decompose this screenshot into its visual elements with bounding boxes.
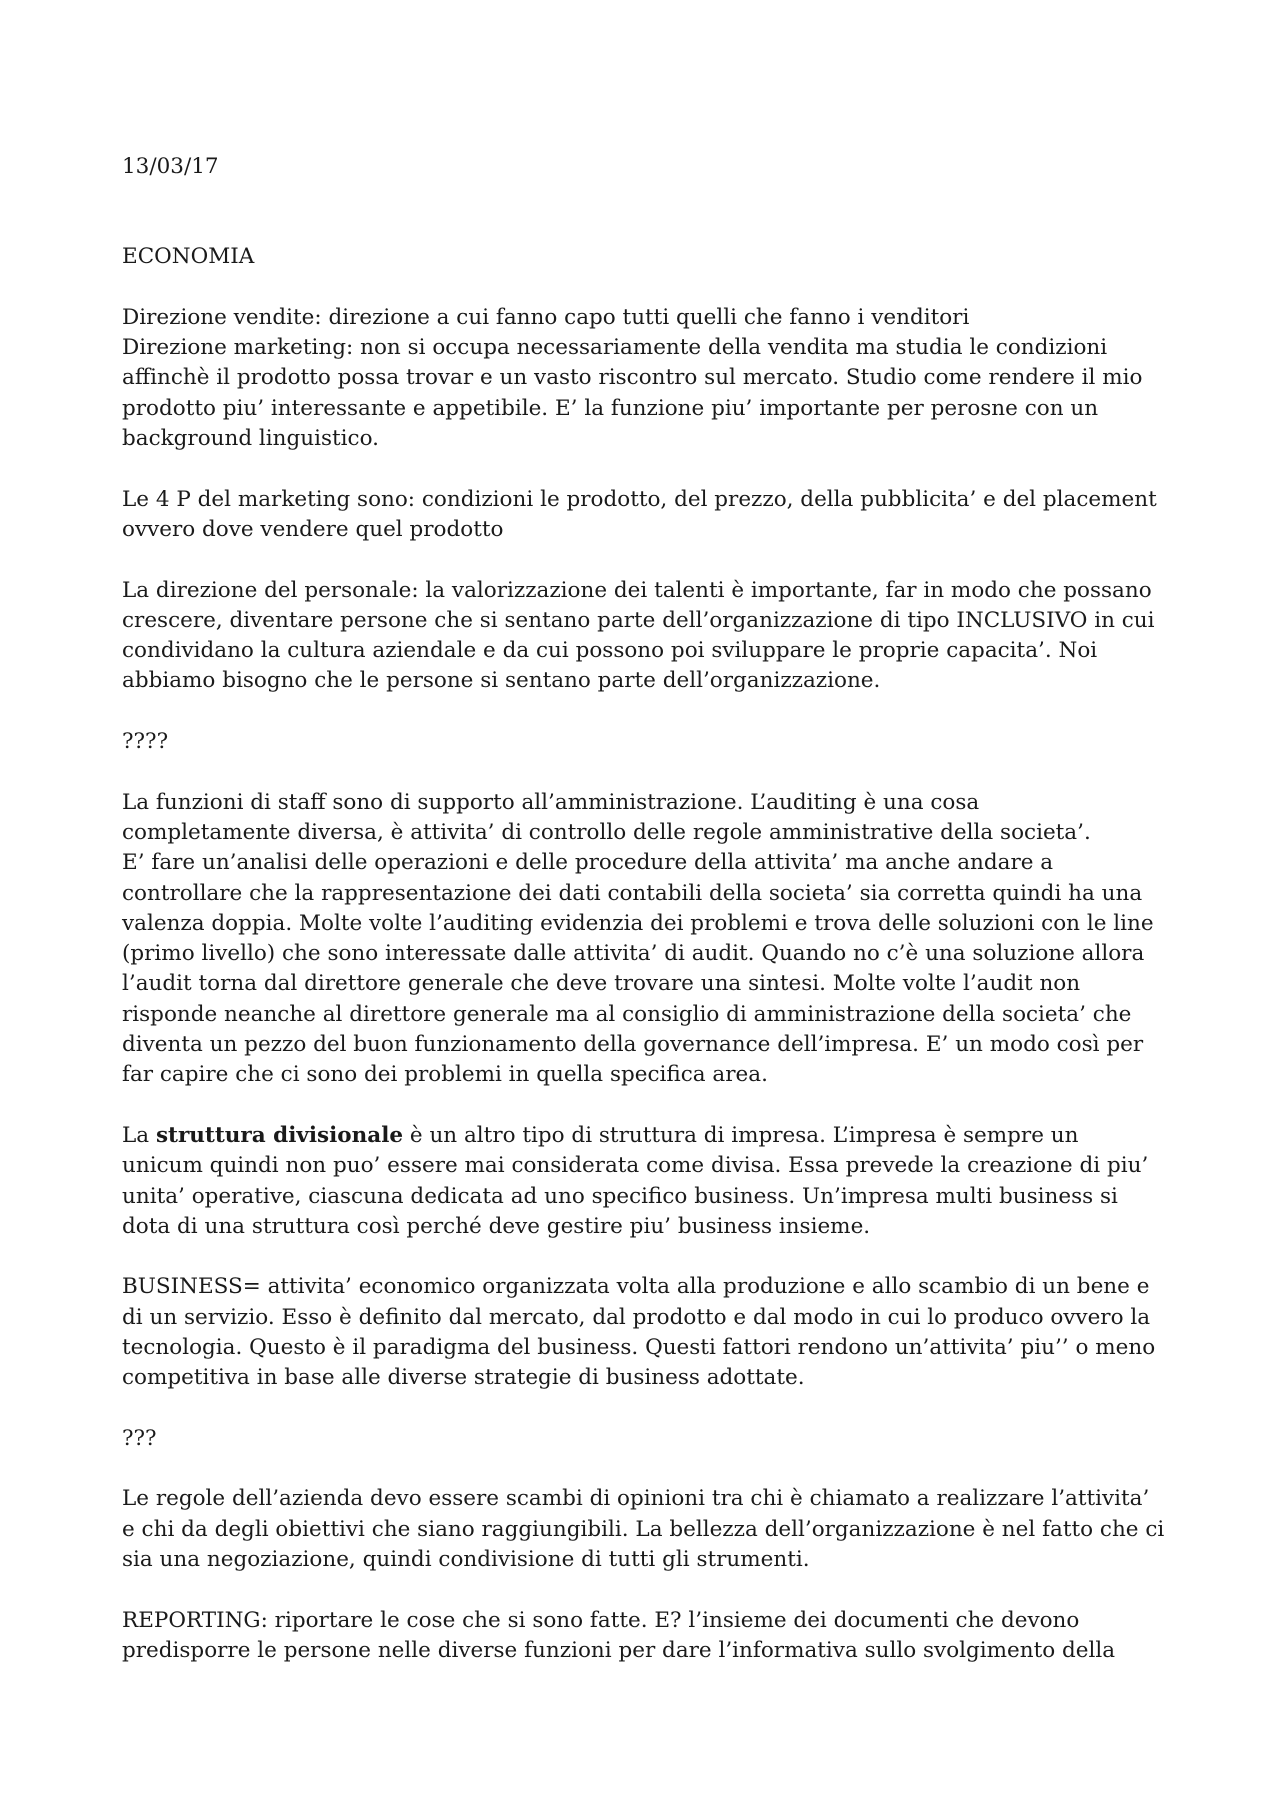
text-line: REPORTING: riportare le cose che si sono fatte. E? l’insieme dei documenti che devono [122, 1607, 1080, 1633]
text-line: completamente diversa, è attivita’ di controllo delle regole amministrative della societa’. [122, 819, 1091, 845]
text-line: ovvero dove vendere quel prodotto [122, 516, 504, 542]
bold-term: struttura divisionale [155, 1122, 404, 1148]
spacer [122, 182, 1172, 242]
paragraph-business [122, 1272, 1172, 1393]
spacer [122, 1242, 1172, 1272]
spacer [122, 1575, 1172, 1605]
paragraph-staff-auditing [122, 788, 1172, 1091]
text-line: l’audit torna dal direttore generale che deve trovare una sintesi. Molte volte l’audit non [122, 971, 1081, 997]
text-line: background linguistico. [122, 426, 380, 452]
text-line: ??? [122, 1425, 157, 1451]
paragraph-personnel [122, 576, 1172, 697]
text-fragment: La [122, 1122, 156, 1148]
text-line: Le regole dell’azienda devo essere scambi di opinioni tra chi è chiamato a realizzare l’attivita’ [122, 1486, 1150, 1512]
spacer [122, 273, 1172, 303]
document-subject: ECONOMIA [122, 244, 255, 270]
text-line: risponde neanche al direttore generale ma al consiglio di amministrazione della societa’ che [122, 1001, 1132, 1027]
spacer [122, 1454, 1172, 1484]
text-line: controllare che la rappresentazione dei dati contabili della societa’ sia corretta quindi ha una [122, 880, 1143, 906]
text-line: Direzione vendite: direzione a cui fanno capo tutti quelli che fanno i venditori [122, 304, 970, 330]
paragraph-question-marks [122, 727, 1172, 757]
paragraph-question-marks [122, 1424, 1172, 1454]
document-date: 13/03/17 [122, 154, 219, 179]
text-line: La funzioni di staff sono di supporto all’amministrazione. L’auditing è una cosa [122, 789, 980, 815]
text-fragment: è un altro tipo di struttura di impresa. L’impresa è sempre un [403, 1122, 1079, 1148]
text-line: crescere, diventare persone che si sentano parte dell’organizzazione di tipo INCLUSIVO in cui [122, 607, 1155, 633]
spacer [122, 454, 1172, 484]
spacer [122, 757, 1172, 787]
text-line: di un servizio. Esso è definito dal mercato, dal prodotto e dal modo in cui lo produco ovvero la [122, 1304, 1151, 1330]
text-line: (primo livello) che sono interessate dalle attivita’ di audit. Quando no c’è una soluzione allora [122, 941, 1145, 967]
paragraph-sales-marketing [122, 303, 1172, 454]
text-line: Direzione marketing: non si occupa necessariamente della vendita ma studia le condizioni [122, 335, 1108, 361]
text-line: ???? [122, 729, 169, 755]
paragraph-4p-marketing [122, 485, 1172, 546]
text-line [122, 1121, 1172, 1151]
text-line: sia una negoziazione, quindi condivisione di tutti gli strumenti. [122, 1547, 810, 1573]
text-line: prodotto piu’ interessante e appetibile. E’ la funzione piu’ importante per perosne con un [122, 395, 1099, 421]
text-line: E’ fare un’analisi delle operazioni e delle procedure della attivita’ ma anche andare a [122, 850, 1054, 876]
text-line: valenza doppia. Molte volte l’auditing evidenzia dei problemi e trova delle soluzioni con le line [122, 910, 1154, 936]
paragraph-divisional-structure [122, 1121, 1172, 1242]
spacer [122, 1091, 1172, 1121]
text-line: condividano la cultura aziendale e da cui possono poi sviluppare le proprie capacita’. Noi [122, 638, 1098, 664]
spacer [122, 697, 1172, 727]
text-line: La direzione del personale: la valorizzazione dei talenti è importante, far in modo che possano [122, 577, 1152, 603]
text-line: dota di una struttura così perché deve gestire piu’ business insieme. [122, 1213, 871, 1239]
text-line: BUSINESS= attivita’ economico organizzata volta alla produzione e allo scambio di un bene e [122, 1274, 1150, 1300]
text-line: affinchè il prodotto possa trovar e un vasto riscontro sul mercato. Studio come rendere il mio [122, 365, 1143, 391]
text-line: unita’ operative, ciascuna dedicata ad uno specifico business. Un’impresa multi business si [122, 1183, 1118, 1209]
spacer [122, 545, 1172, 575]
text-line: diventa un pezzo del buon funzionamento della governance dell’impresa. E’ un modo così per [122, 1032, 1144, 1058]
text-line: predisporre le persone nelle diverse funzioni per dare l’informativa sullo svolgimento della [122, 1637, 1116, 1663]
paragraph-reporting [122, 1606, 1172, 1667]
paragraph-company-rules [122, 1484, 1172, 1575]
spacer [122, 1394, 1172, 1424]
text-line: e chi da degli obiettivi che siano raggiungibili. La bellezza dell’organizzazione è nel fatto che ci [122, 1516, 1165, 1542]
text-line: Le 4 P del marketing sono: condizioni le prodotto, del prezzo, della pubblicita’ e del placement [122, 486, 1157, 512]
document-page [122, 152, 1172, 1666]
text-line: far capire che ci sono dei problemi in quella specifica area. [122, 1062, 768, 1088]
text-line: competitiva in base alle diverse strategie di business adottate. [122, 1365, 805, 1391]
text-line: abbiamo bisogno che le persone si sentano parte dell’organizzazione. [122, 668, 881, 694]
text-line: unicum quindi non puo’ essere mai considerata come divisa. Essa prevede la creazione di piu’ [122, 1153, 1149, 1179]
text-line: tecnologia. Questo è il paradigma del business. Questi fattori rendono un’attivita’ piu’’ o meno [122, 1334, 1156, 1360]
